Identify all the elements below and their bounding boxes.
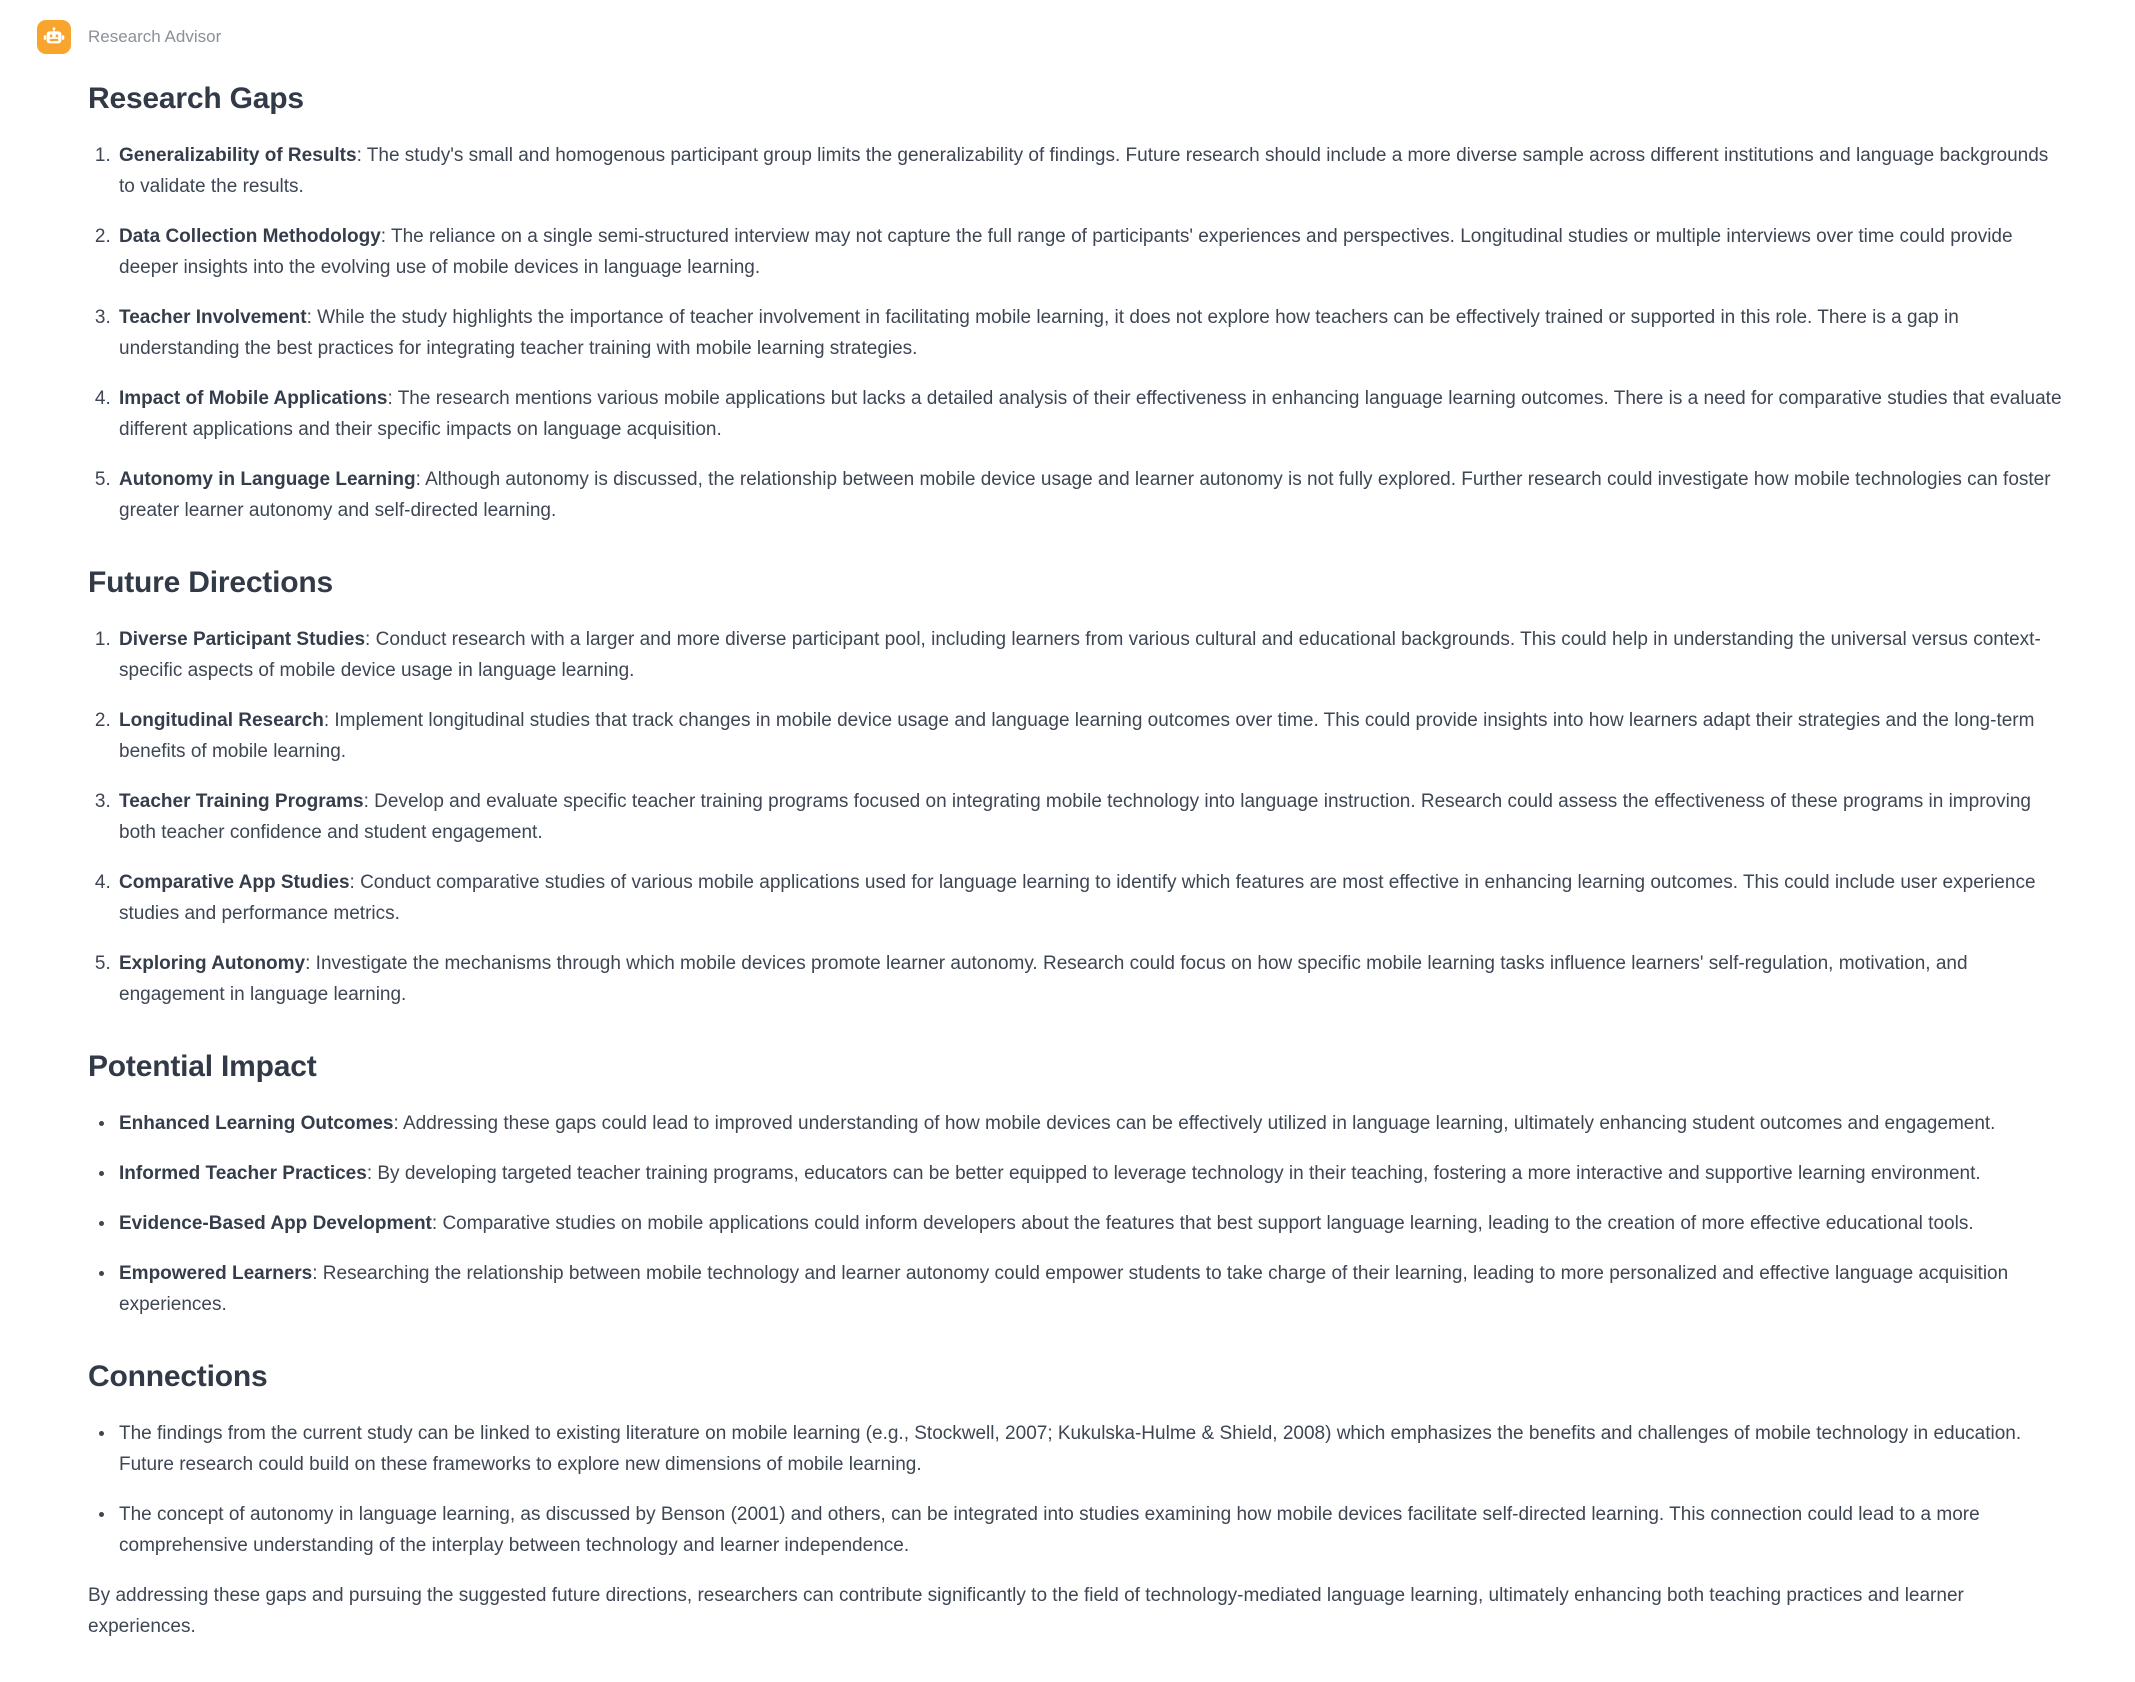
item-label: Informed Teacher Practices [119,1163,367,1184]
item-text: : Investigate the mechanisms through which mobile devices promote learner autonomy. Research could focus on how specific mobile learning tasks influence learners' self-regulation, motivation, and engagement in language learning. [119,953,1968,1005]
item-text: : The research mentions various mobile applications but lacks a detailed analysis of their effectiveness in enhancing language learning outcomes. There is a need for comparative studies that evaluate different applications and their specific impacts on language acquisition. [119,388,2062,440]
list-item [116,140,2069,202]
item-text: : By developing targeted teacher training programs, educators can be better equipped to leverage technology in their teaching, fostering a more interactive and supportive learning environment. [366,1163,1981,1184]
item-text: : Addressing these gaps could lead to improved understanding of how mobile devices can be effectively utilized in language learning, ultimately enhancing student outcomes and engagement. [393,1113,1996,1134]
list-item [116,786,2069,848]
item-label: Data Collection Methodology [119,226,381,247]
item-label: Teacher Training Programs [119,791,364,812]
item-label: Generalizability of Results [119,145,357,166]
item-label: Enhanced Learning Outcomes [119,1113,394,1134]
list-item [116,867,2069,929]
section-research-gaps [88,82,2069,526]
item-label: Exploring Autonomy [119,953,306,974]
section-potential-impact [88,1050,2069,1320]
item-text: : Implement longitudinal studies that track changes in mobile device usage and language learning outcomes over time. This could provide insights into how learners adapt their strategies and the long-term benefits of mobile learning. [119,710,2035,762]
item-label: Empowered Learners [119,1263,313,1284]
item-label: Comparative App Studies [119,872,350,893]
list-item [116,948,2069,1010]
app-header [0,0,2135,55]
section-title-research-gaps: Research Gaps [88,82,304,115]
future-directions-list [88,624,2069,1010]
list-item [116,1499,2069,1561]
closing-paragraph: By addressing these gaps and pursuing the suggested future directions, researchers can contribute significantly to the field of technology-mediated language learning, ultimately enhancing both teaching practices and learner experiences. [88,1585,1964,1637]
item-text: : Comparative studies on mobile applications could inform developers about the features that best support language learning, leading to the creation of more effective educational tools. [431,1213,1974,1234]
list-item [116,1418,2069,1480]
robot-icon [37,20,71,54]
list-item [116,221,2069,283]
list-item [116,464,2069,526]
potential-impact-list [88,1108,2069,1320]
list-item [116,383,2069,445]
section-title-connections: Connections [88,1360,268,1393]
section-title-potential-impact: Potential Impact [88,1050,317,1083]
item-text: : Conduct comparative studies of various mobile applications used for language learning to identify which features are most effective in enhancing learning outcomes. This could include user experience studies and performance metrics. [119,872,2036,924]
item-text: : Researching the relationship between mobile technology and learner autonomy could empower students to take charge of their learning, leading to more personalized and effective language acquisition experiences. [119,1263,2009,1315]
section-title-future-directions: Future Directions [88,566,333,599]
list-item [116,302,2069,364]
report-content [0,82,2135,1682]
item-label: Diverse Participant Studies [119,629,366,650]
item-label: Teacher Involvement [119,307,307,328]
section-future-directions [88,566,2069,1010]
list-item [116,1258,2069,1320]
list-item [116,1108,2069,1139]
item-text: The findings from the current study can be linked to existing literature on mobile learning (e.g., Stockwell, 2007; Kukulska-Hulme & Shield, 2008) which emphasizes the benefits and challenges of mobile technology in education. Future research could build on these frameworks to explore new dimensions of mobile learning. [119,1423,2022,1475]
app-name-label: Research Advisor [88,27,222,46]
list-item [116,1158,2069,1189]
item-label: Autonomy in Language Learning [119,469,416,490]
list-item [116,1208,2069,1239]
section-connections [88,1360,2069,1561]
item-label: Impact of Mobile Applications [119,388,388,409]
research-gaps-list [88,140,2069,526]
list-item [116,624,2069,686]
item-label: Longitudinal Research [119,710,324,731]
item-text: : The study's small and homogenous participant group limits the generalizability of findings. Future research should include a more diverse sample across different institutions and language backgrounds to validate the results. [119,145,2049,197]
list-item [116,705,2069,767]
item-text: : While the study highlights the importance of teacher involvement in facilitating mobile learning, it does not explore how teachers can be effectively trained or supported in this role. There is a gap in understanding the best practices for integrating teacher training with mobile learning strategies. [119,307,1959,359]
item-text: : The reliance on a single semi-structured interview may not capture the full range of participants' experiences and perspectives. Longitudinal studies or multiple interviews over time could provide deeper insights into the evolving use of mobile devices in language learning. [119,226,2013,278]
item-text: : Develop and evaluate specific teacher training programs focused on integrating mobile technology into language instruction. Research could assess the effectiveness of these programs in improving both teacher confidence and student engagement. [119,791,2031,843]
item-text: The concept of autonomy in language learning, as discussed by Benson (2001) and others, can be integrated into studies examining how mobile devices facilitate self-directed learning. This connection could lead to a more comprehensive understanding of the interplay between technology and learner independence. [119,1504,1980,1556]
item-text: : Although autonomy is discussed, the relationship between mobile device usage and learner autonomy is not fully explored. Further research could investigate how mobile technologies can foster greater learner autonomy and self-directed learning. [119,469,2051,521]
item-label: Evidence-Based App Development [119,1213,432,1234]
connections-list [88,1418,2069,1561]
item-text: : Conduct research with a larger and more diverse participant pool, including learners from various cultural and educational backgrounds. This could help in understanding the universal versus context-specific aspects of mobile device usage in language learning. [119,629,2041,681]
